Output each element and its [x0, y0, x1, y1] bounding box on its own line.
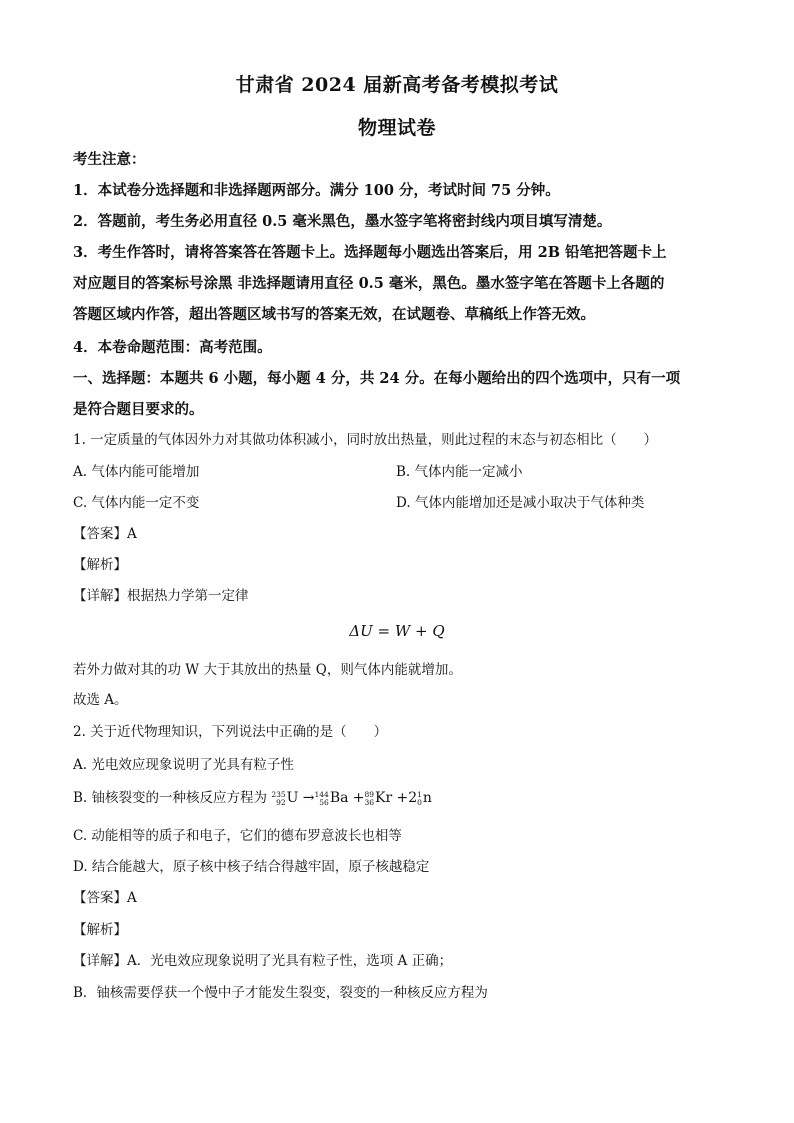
- q2-detail-1: 【详解】A．光电效应现象说明了光具有粒子性，选项 A 正确；: [73, 953, 453, 969]
- q1-option-d: D. 气体内能增加还是减小取决于气体种类: [396, 495, 645, 511]
- n-symbol: n: [422, 790, 432, 806]
- exam-title: 甘肃省 2024 届新高考备考模拟考试: [235, 74, 559, 96]
- q1-analysis-label: 【解析】: [73, 557, 127, 573]
- q1-options-row-1: [73, 462, 728, 482]
- kr-isotope-numbers: [364, 791, 374, 807]
- ba-isotope-numbers: [314, 791, 328, 807]
- notice-item-1: 1．本试卷分选择题和非选择题两部分。满分 100 分，考试时间 75 分钟。: [73, 182, 560, 199]
- q2-option-b-text: B. 铀核裂变的一种核反应方程为: [73, 790, 268, 806]
- q1-formula: ΔU = W + Q: [349, 622, 445, 640]
- q1-option-c: C. 气体内能一定不变: [73, 495, 200, 511]
- q1-answer: 【答案】A: [73, 526, 137, 542]
- notice-item-3-cont: 对应题目的答案标号涂黑 非选择题请用直径 0.5 毫米，黑色。墨水签字笔在答题卡上各题的: [73, 275, 665, 292]
- q2-option-a: A. 光电效应现象说明了光具有粒子性: [73, 757, 294, 773]
- notice-item-4: 4．本卷命题范围：高考范围。: [73, 339, 272, 356]
- plus-sign-1: +: [352, 790, 365, 806]
- section-heading-line-1: 一、选择题：本题共 6 小题，每小题 4 分，共 24 分。在每小题给出的四个选项中，只有一项: [73, 370, 681, 387]
- q2-stem: 2. 关于近代物理知识，下列说法中正确的是（ ）: [73, 724, 388, 740]
- q2-option-d: D. 结合能越大，原子核中核子结合得越牢固，原子核越稳定: [73, 859, 430, 875]
- q2-answer: 【答案】A: [73, 890, 137, 906]
- plus-sign-2: +: [396, 790, 409, 806]
- q1-conclusion: 故选 A。: [73, 692, 128, 708]
- n-mass-number: 1: [417, 789, 422, 799]
- neutron-numbers: [417, 791, 422, 807]
- notice-heading: 考生注意：: [73, 151, 146, 168]
- kr-atomic-number: 36: [364, 797, 375, 807]
- notice-item-3-cont2: 答题区域内作答，超出答题区域书写的答案无效，在试题卷、草稿纸上作答无效。: [73, 306, 595, 323]
- kr-mass-number: 89: [364, 789, 375, 799]
- ba-symbol: Ba: [329, 790, 349, 806]
- u-isotope-numbers: [271, 791, 285, 807]
- q1-explanation: 若外力做对其的功 W 大于其放出的热量 Q，则气体内能就增加。: [73, 662, 462, 678]
- notice-item-3: 3．考生作答时，请将答案答在答题卡上。选择题每小题选出答案后，用 2B 铅笔把答题卡上: [73, 244, 667, 261]
- kr-symbol: Kr: [375, 790, 393, 806]
- u-mass-number: 235: [271, 789, 286, 799]
- neutron-coefficient: 2: [408, 790, 418, 806]
- reaction-arrow: →: [302, 790, 315, 806]
- q1-detail: 【详解】根据热力学第一定律: [73, 588, 249, 604]
- q1-stem: 1. 一定质量的气体因外力对其做功体积减小，同时放出热量，则此过程的末态与初态相比（ ）: [73, 432, 658, 448]
- ba-atomic-number: 56: [319, 797, 329, 807]
- q1-option-b: B. 气体内能一定减小: [396, 464, 523, 480]
- section-heading-line-2: 是符合题目要求的。: [73, 401, 204, 418]
- q2-option-b: [73, 788, 728, 808]
- nuclear-reaction-equation: [271, 790, 432, 806]
- q2-detail-2: B．铀核需要俘获一个慢中子才能发生裂变，裂变的一种核反应方程为: [73, 985, 488, 1001]
- q1-options-row-2: [73, 493, 728, 513]
- ba-mass-number: 144: [314, 789, 329, 799]
- exam-subtitle: 物理试卷: [357, 117, 436, 139]
- q2-option-c: C. 动能相等的质子和电子，它们的德布罗意波长也相等: [73, 828, 402, 844]
- q2-analysis-label: 【解析】: [73, 922, 127, 938]
- q1-option-a: A. 气体内能可能增加: [73, 464, 200, 480]
- u-symbol: U: [286, 790, 299, 806]
- n-atomic-number: 0: [417, 797, 422, 807]
- u-atomic-number: 92: [276, 797, 286, 807]
- notice-item-2: 2．答题前，考生务必用直径 0.5 毫米黑色，墨水签字笔将密封线内项目填写清楚。: [73, 213, 612, 230]
